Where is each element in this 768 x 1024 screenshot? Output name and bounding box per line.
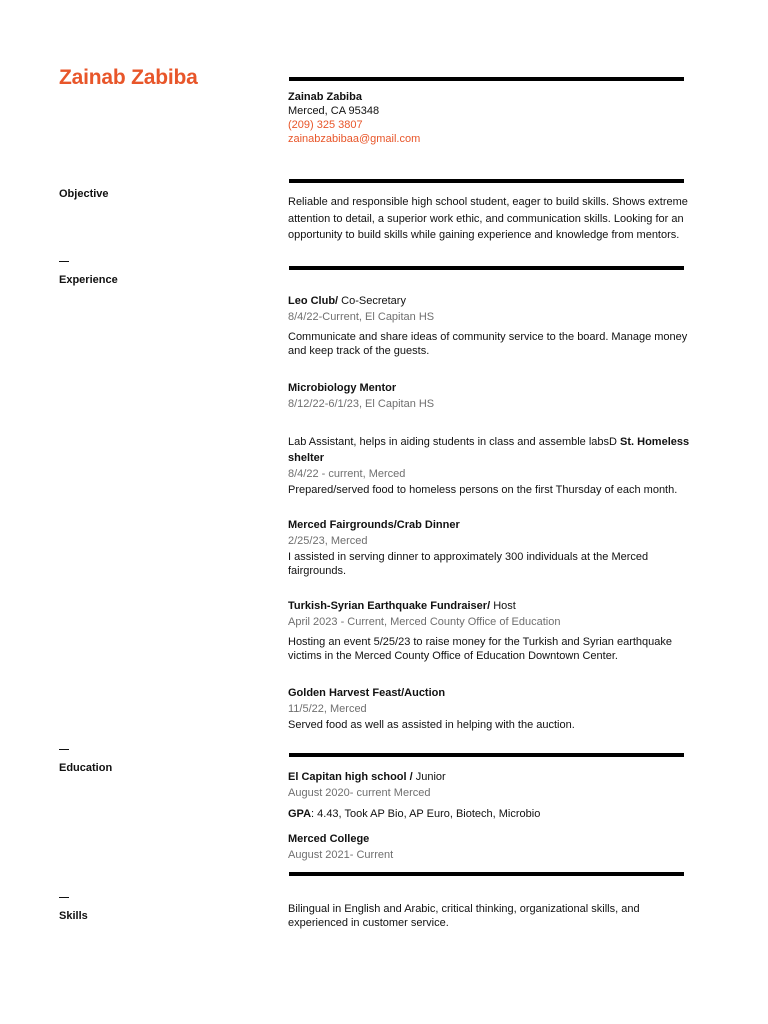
contact-address: Merced, CA 95348: [288, 105, 380, 117]
contact-email-link[interactable]: zainabzabibaa@gmail.com: [288, 133, 421, 145]
school-meta: August 2021- Current: [288, 849, 394, 861]
entry-description: Served food as well as assisted in helping with the auction.: [288, 719, 575, 731]
objective-text: Reliable and responsible high school student, eager to build skills. Shows extreme attention to detail, a superior work ethic, and communication skills. Looking for an opportunity to build skills while gaining experience and knowledge from mentors.: [288, 196, 688, 241]
section-rule: [289, 872, 684, 876]
skills-label: Skills: [59, 910, 88, 922]
entry-title: Merced Fairgrounds/Crab Dinner: [288, 519, 460, 531]
section-dash: [59, 897, 69, 898]
education-entry: [288, 832, 690, 862]
experience-entry: [288, 686, 690, 732]
contact-name: Zainab Zabiba: [288, 91, 362, 103]
resume-name-heading: Zainab Zabiba: [59, 66, 198, 89]
entry-description: Hosting an event 5/25/23 to raise money for the Turkish and Syrian earthquake victims in the Merced County Office of Education Downtown Center.: [288, 636, 673, 662]
gpa-label: GPA: [288, 808, 312, 820]
entry-meta: 11/5/22, Merced: [288, 703, 367, 715]
entry-meta: April 2023 - Current, Merced County Office of Education: [288, 616, 561, 628]
section-rule: [289, 179, 684, 183]
gpa-text: : 4.43, Took AP Bio, AP Euro, Biotech, Microbio: [311, 808, 541, 820]
school-meta: August 2020- current Merced: [288, 787, 431, 799]
section-dash: [59, 261, 69, 262]
section-rule: [289, 77, 684, 81]
experience-entry: [288, 294, 690, 358]
entry-title: St. Homeless shelter: [288, 436, 690, 464]
entry-title: Golden Harvest Feast/Auction: [288, 687, 446, 699]
school-role: Junior: [412, 771, 446, 783]
experience-entry: [288, 518, 690, 578]
skills-text: Bilingual in English and Arabic, critical thinking, organizational skills, and experienced in customer service.: [288, 903, 640, 929]
contact-block: [288, 90, 690, 146]
entry-title: Turkish-Syrian Earthquake Fundraiser/: [288, 600, 491, 612]
experience-entry: [288, 599, 690, 663]
entry-description: Lab Assistant, helps in aiding students in class and assemble labsD: [288, 436, 621, 448]
section-rule: [289, 753, 684, 757]
education-entry: [288, 770, 690, 821]
experience-label: Experience: [59, 274, 118, 286]
section-rule: [289, 266, 684, 270]
entry-role: Co-Secretary: [338, 295, 406, 307]
contact-phone-link[interactable]: (209) 325 3807: [288, 119, 363, 131]
entry-role: Host: [490, 600, 516, 612]
entry-title: Microbiology Mentor: [288, 382, 397, 394]
entry-description: Prepared/served food to homeless persons on the first Thursday of each month.: [288, 484, 678, 496]
entry-meta: 8/12/22-6/1/23, El Capitan HS: [288, 398, 435, 410]
experience-entry: [288, 434, 690, 498]
section-dash: [59, 749, 69, 750]
entry-meta: 8/4/22-Current, El Capitan HS: [288, 311, 435, 323]
school-title: Merced College: [288, 833, 370, 845]
school-title: El Capitan high school /: [288, 771, 413, 783]
objective-label: Objective: [59, 188, 109, 200]
entry-title: Leo Club/: [288, 295, 339, 307]
entry-description: I assisted in serving dinner to approximately 300 individuals at the Merced fairgrounds.: [288, 551, 649, 577]
entry-meta: 2/25/23, Merced: [288, 535, 368, 547]
experience-entry: [288, 381, 690, 411]
entry-meta: 8/4/22 - current, Merced: [288, 468, 406, 480]
education-label: Education: [59, 762, 113, 774]
entry-description: Communicate and share ideas of community service to the board. Manage money and keep track of the guests.: [288, 331, 688, 357]
